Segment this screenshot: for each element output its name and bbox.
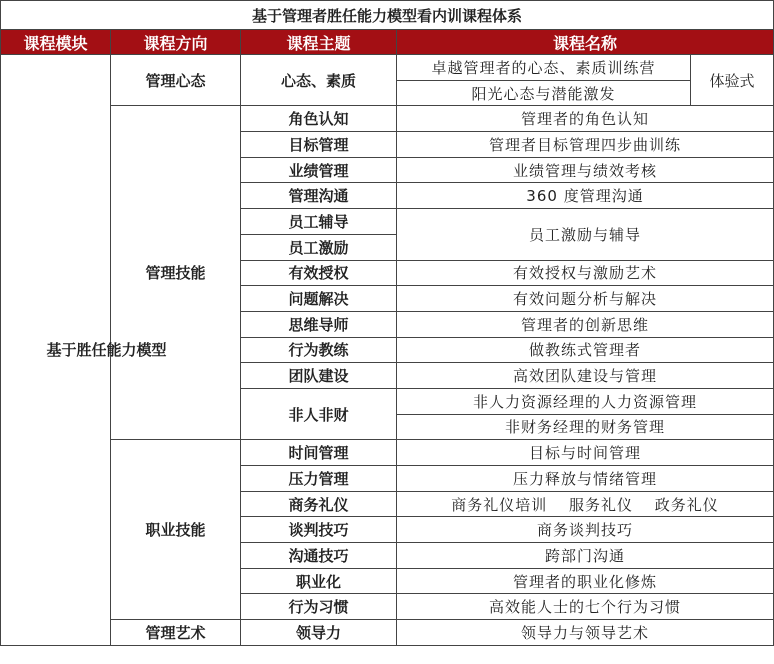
topic-cell: 非人非财 — [241, 388, 397, 439]
header-module: 课程模块 — [1, 30, 111, 55]
course-name: 领导力与领导艺术 — [397, 620, 774, 646]
topic-cell: 管理沟通 — [241, 183, 397, 209]
course-name: 员工激励与辅导 — [397, 209, 774, 260]
course-name: 业绩管理与绩效考核 — [397, 157, 774, 183]
topic-cell: 行为教练 — [241, 337, 397, 363]
course-name: 有效授权与激励艺术 — [397, 260, 774, 286]
course-name: 管理者的角色认知 — [397, 106, 774, 132]
course-name: 卓越管理者的心态、素质训练营 — [397, 55, 691, 81]
course-name: 做教练式管理者 — [397, 337, 774, 363]
table-title: 基于管理者胜任能力模型看内训课程体系 — [1, 1, 774, 30]
topic-cell: 有效授权 — [241, 260, 397, 286]
table-row — [1, 106, 774, 132]
course-name: 管理者目标管理四步曲训练 — [397, 132, 774, 158]
course-name: 管理者的创新思维 — [397, 311, 774, 337]
course-name: 跨部门沟通 — [397, 543, 774, 569]
topic-cell: 角色认知 — [241, 106, 397, 132]
topic-cell: 谈判技巧 — [241, 517, 397, 543]
topic-cell: 商务礼仪 — [241, 491, 397, 517]
course-name: 管理者的职业化修炼 — [397, 568, 774, 594]
course-name: 有效问题分析与解决 — [397, 286, 774, 312]
topic-cell: 员工辅导 — [241, 209, 397, 235]
table-row — [1, 55, 774, 81]
direction-art: 管理艺术 — [111, 620, 241, 646]
course-name: 非财务经理的财务管理 — [397, 414, 774, 440]
topic-cell: 业绩管理 — [241, 157, 397, 183]
header-topic: 课程主题 — [241, 30, 397, 55]
table-row — [1, 620, 774, 646]
topic-cell: 目标管理 — [241, 132, 397, 158]
course-name: 压力释放与情绪管理 — [397, 466, 774, 492]
topic-cell: 员工激励 — [241, 234, 397, 260]
topic-cell: 领导力 — [241, 620, 397, 646]
course-name: 非人力资源经理的人力资源管理 — [397, 388, 774, 414]
module-label: 基于胜任能力模型 — [46, 340, 167, 359]
course-name: 商务谈判技巧 — [397, 517, 774, 543]
topic-cell: 问题解决 — [241, 286, 397, 312]
topic-cell: 压力管理 — [241, 466, 397, 492]
course-name: 商务礼仪培训 服务礼仪 政务礼仪 — [397, 491, 774, 517]
direction-mindset: 管理心态 — [111, 55, 241, 106]
course-name: 高效团队建设与管理 — [397, 363, 774, 389]
topic-cell: 时间管理 — [241, 440, 397, 466]
header-direction: 课程方向 — [111, 30, 241, 55]
course-name: 目标与时间管理 — [397, 440, 774, 466]
course-name: 360 度管理沟通 — [397, 183, 774, 209]
header-name: 课程名称 — [397, 30, 774, 55]
course-name: 高效能人士的七个行为习惯 — [397, 594, 774, 620]
topic-cell: 沟通技巧 — [241, 543, 397, 569]
topic-cell: 行为习惯 — [241, 594, 397, 620]
topic-cell: 职业化 — [241, 568, 397, 594]
direction-professional: 职业技能 — [111, 440, 241, 620]
module-cell — [1, 55, 167, 646]
table-row — [1, 440, 774, 466]
direction-skills: 管理技能 — [111, 106, 241, 440]
header-row — [1, 30, 774, 55]
course-name: 阳光心态与潜能激发 — [397, 80, 691, 106]
topic-cell: 思维导师 — [241, 311, 397, 337]
topic-cell: 团队建设 — [241, 363, 397, 389]
topic-cell: 心态、素质 — [241, 55, 397, 106]
experience-label: 体验式 — [691, 55, 774, 106]
